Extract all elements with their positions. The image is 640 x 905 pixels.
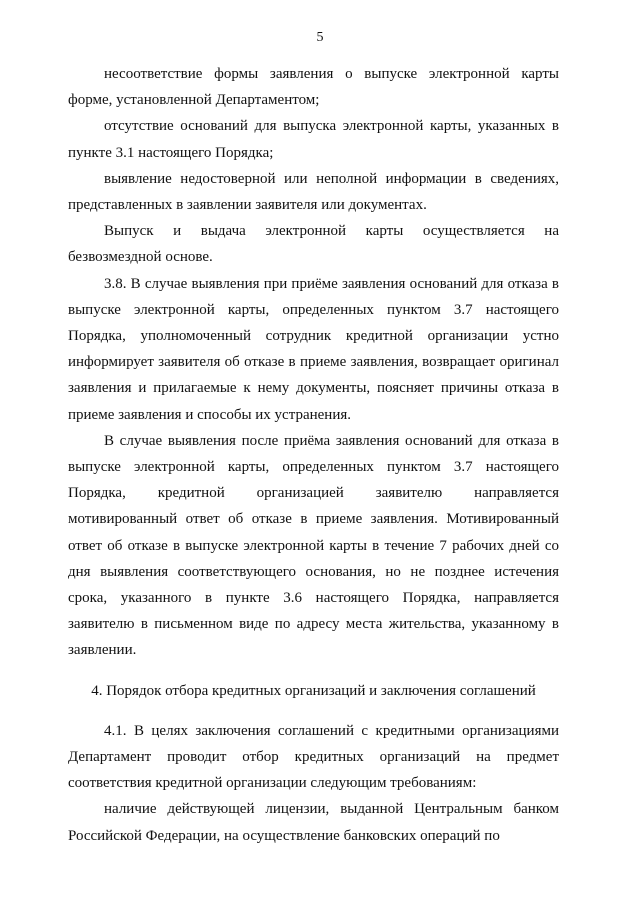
paragraph-license-requirement: наличие действующей лицензии, выданной Центральным банком Российской Федерации, на осуществление банковских операций по [68,801,559,844]
paragraph-form-mismatch: несоответствие формы заявления о выпуске электронной карты форме, установленной Департаментом; [68,66,559,109]
paragraph-free-of-charge: Выпуск и выдача электронной карты осуществляется на безвозмездной основе. [68,223,559,266]
document-body [68,61,559,849]
paragraph-3-8: 3.8. В случае выявления при приёме заявления оснований для отказа в выпуске электронной карты, определенных пунктом 3.7 настоящего Порядка, уполномоченный сотрудник кредитной организации устно информирует заявителя об отказе в приеме заявления, возвращает оригинал заявления и прилагаемые к нему документы, поясняет причины отказа в приеме заявления и способы их устранения. [68,275,559,423]
page-number: 5 [316,30,324,45]
paragraph-motivated-response: В случае выявления после приёма заявления оснований для отказа в выпуске электронной карты, определенных пунктом 3.7 настоящего Порядка, кредитной организацией заявителю направляется мотивированный ответ об отказе в приеме заявления. Мотивированный ответ об отказе в выпуске электронной карты в течение 7 рабочих дней со дня выявления соответствующего основания, но не позднее истечения срока, указанного в пункте 3.6 настоящего Порядка, направляется заявителю в письменном виде по адресу места жительства, указанному в заявлении. [68,432,559,659]
paragraph-4-1: 4.1. В целях заключения соглашений с кредитными организациями Департамент проводит отбор кредитных организаций на предмет соответствия кредитной организации следующим требованиям: [68,722,559,792]
paragraph-no-grounds: отсутствие оснований для выпуска электронной карты, указанных в пункте 3.1 настоящего Порядка; [68,118,559,161]
section-heading: 4. Порядок отбора кредитных организаций и заключения соглашений [91,682,536,699]
paragraph-invalid-info: выявление недостоверной или неполной информации в сведениях, представленных в заявлении заявителя или документах. [68,170,559,214]
